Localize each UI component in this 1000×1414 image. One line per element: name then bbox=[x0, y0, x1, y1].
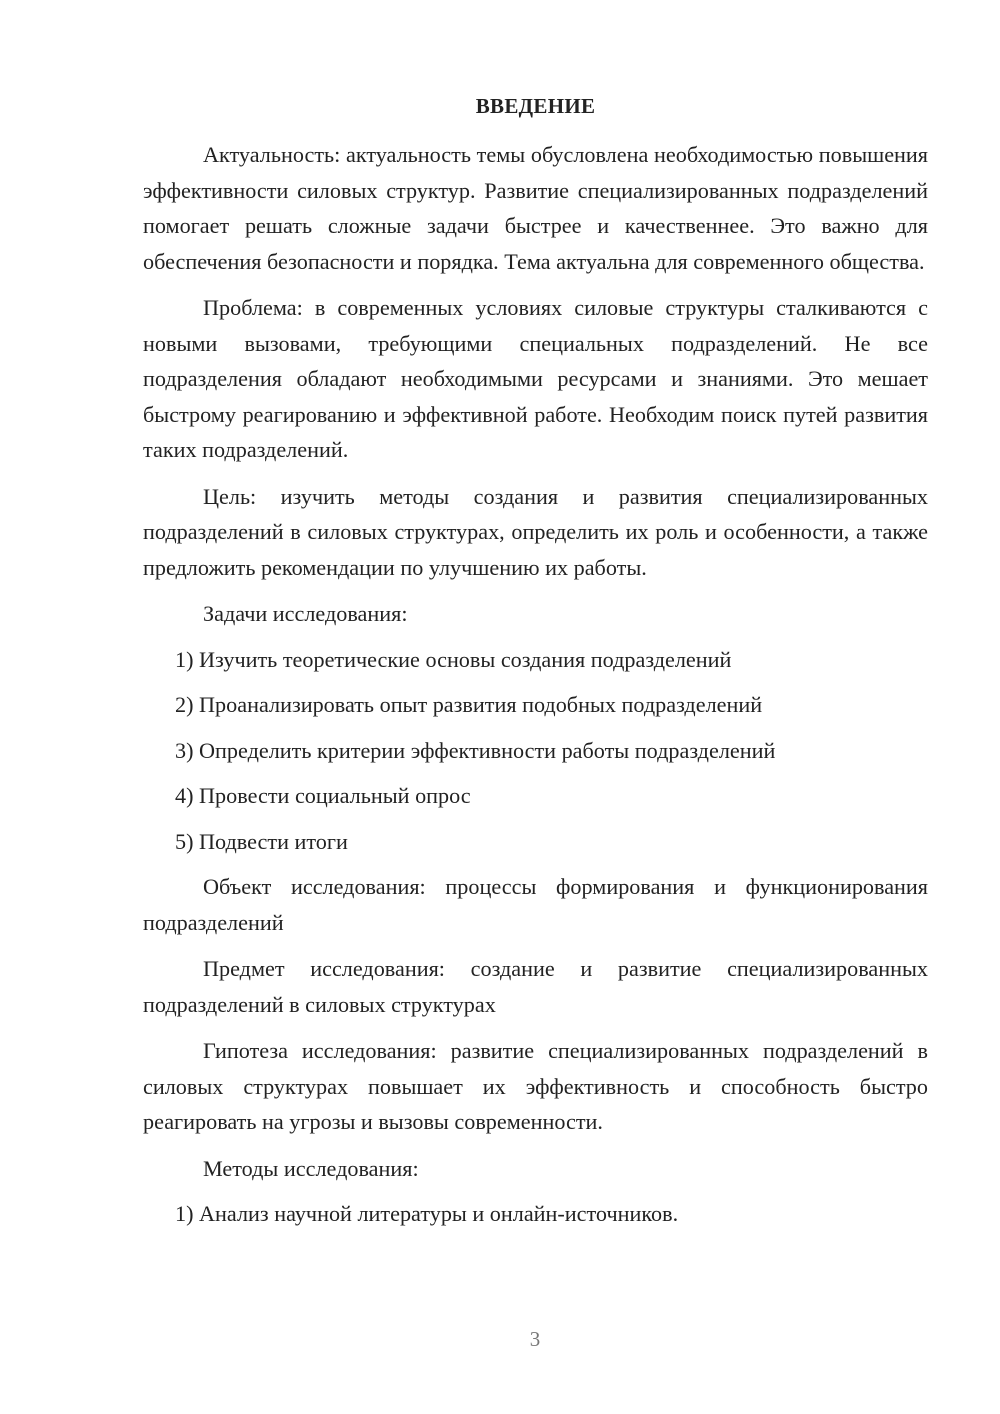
task-item-5: 5) Подвести итоги bbox=[175, 828, 348, 854]
task-item-4: 4) Провести социальный опрос bbox=[175, 783, 471, 808]
task-item-3: 3) Определить критерии эффективности работы подразделений bbox=[175, 737, 776, 763]
methods-title: Методы исследования: bbox=[203, 1155, 419, 1181]
tasks-title: Задачи исследования: bbox=[203, 601, 408, 626]
goal-paragraph: Цель: изучить методы создания и развития специализированных подразделений в силовых структурах, определить их роль и особенности, а также предложить рекомендации по улучшению их работы. bbox=[143, 483, 928, 580]
hypothesis-paragraph: Гипотеза исследования: развитие специализированных подразделений в силовых структурах повышает их эффективность и способность быстро реагировать на угрозы и вызовы современности. bbox=[143, 1038, 928, 1134]
page-number: 3 bbox=[529, 1327, 541, 1351]
method-item-1: 1) Анализ научной литературы и онлайн-источников. bbox=[175, 1201, 679, 1226]
document-page bbox=[143, 92, 928, 1242]
task-item-1: 1) Изучить теоретические основы создания подразделений bbox=[175, 646, 732, 672]
task-item-2: 2) Проанализировать опыт развития подобных подразделений bbox=[175, 692, 763, 717]
relevance-paragraph: Актуальность: актуальность темы обусловлена необходимостью повышения эффективности силовых структур. Развитие специализированных подразделений помогает решать сложные задачи быстрее и качественнее. Это важно для обеспечения безопасности и порядка. Тема актуальна для современного общества. bbox=[143, 142, 928, 274]
section-heading: ВВЕДЕНИЕ bbox=[475, 94, 596, 118]
subject-paragraph: Предмет исследования: создание и развитие специализированных подразделений в силовых структурах bbox=[143, 956, 928, 1017]
object-paragraph: Объект исследования: процессы формирования и функционирования подразделений bbox=[143, 874, 928, 935]
problem-paragraph: Проблема: в современных условиях силовые структуры сталкиваются с новыми вызовами, требующими специальных подразделений. Не все подразделения обладают необходимыми ресурсами и знаниями. Это мешает быстрому реагированию и эффективной работе. Необходим поиск путей развития таких подразделений. bbox=[143, 295, 928, 462]
